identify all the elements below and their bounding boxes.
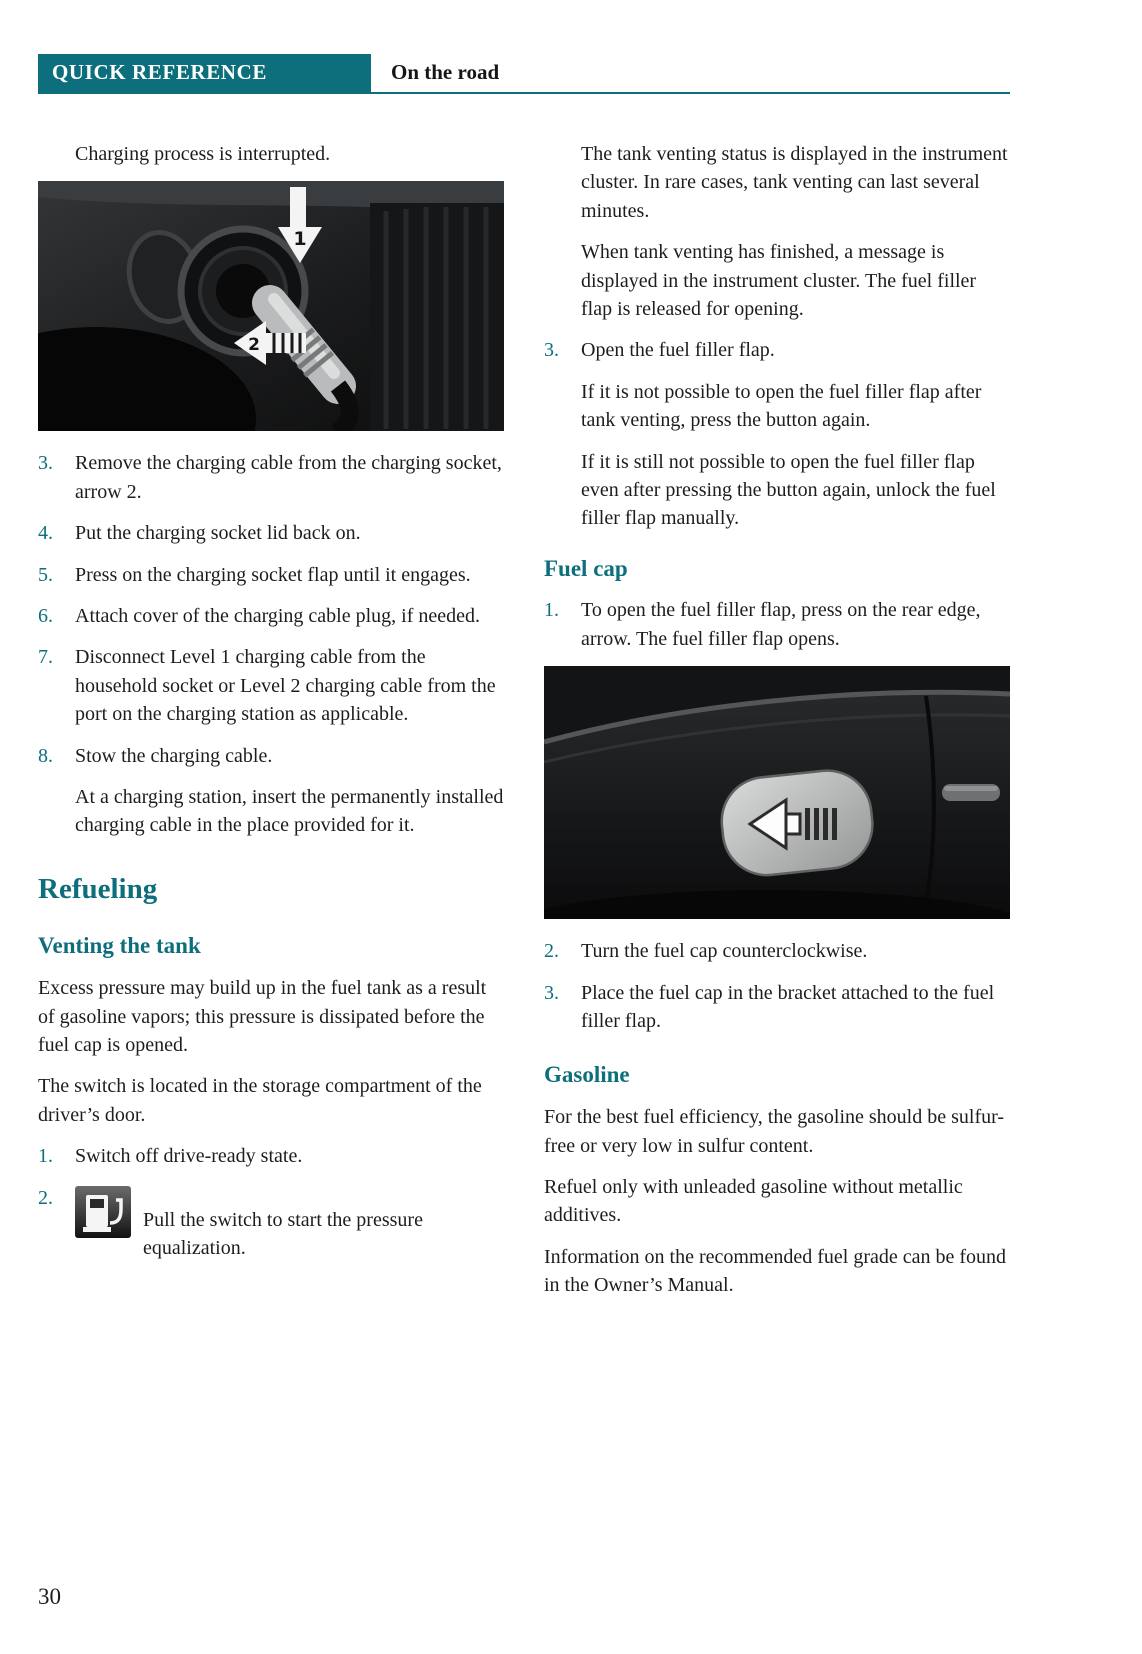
list-item [38, 519, 504, 547]
list-continuation-paragraph: If it is not possible to open the fuel filler flap after tank venting, press the button again. [581, 380, 982, 432]
page-number: 30 [38, 1584, 61, 1610]
list-item [38, 742, 504, 770]
arrow-1-label: 1 [293, 228, 307, 251]
list-item [544, 937, 1010, 965]
paragraph: Information on the recommended fuel grade can be found in the Owner’s Manual. [544, 1245, 1007, 1297]
refueling-heading: Refueling [38, 872, 158, 905]
paragraph: The tank venting status is displayed in the instrument cluster. In rare cases, tank venting can last several minutes. [581, 143, 1008, 222]
list-number: 1. [38, 1145, 53, 1168]
list-item [38, 449, 504, 506]
list-item [38, 643, 504, 728]
header-rule [38, 92, 1010, 94]
fuel-pump-icon [75, 1186, 131, 1238]
list-text: Place the fuel cap in the bracket attached to the fuel filler flap. [581, 981, 995, 1032]
charging-socket-illustration [38, 181, 504, 431]
list-text [75, 1184, 504, 1259]
list-text: Attach cover of the charging cable plug, if needed. [75, 604, 481, 627]
fuel-filler-flap-illustration [544, 666, 1010, 919]
paragraph: The switch is located in the storage compartment of the driver’s door. [38, 1075, 482, 1126]
list-number: 8. [38, 744, 53, 767]
gasoline-heading: Gasoline [544, 1062, 630, 1088]
page-content [38, 54, 1010, 1312]
list-text: Turn the fuel cap counterclockwise. [581, 940, 868, 963]
charging-socket-photo [38, 181, 504, 431]
paragraph: Excess pressure may build up in the fuel tank as a result of gasoline vapors; this pressure is dissipated before the fuel cap is opened. [38, 977, 487, 1057]
list-number: 1. [544, 599, 559, 622]
section-title: On the road [391, 60, 500, 85]
list-text: To open the fuel filler flap, press on the rear edge, arrow. The fuel filler flap opens. [581, 599, 981, 650]
list-continuation-paragraph: At a charging station, insert the permanently installed charging cable in the place provided for it. [75, 785, 504, 837]
two-column-layout [38, 140, 1010, 1312]
chapter-badge: QUICK REFERENCE [38, 54, 371, 92]
left-column [38, 140, 504, 1312]
list-text: Stow the charging cable. [75, 744, 273, 767]
list-number: 2. [38, 1186, 53, 1209]
arrow-2-label: 2 [248, 335, 260, 356]
right-column [544, 140, 1010, 1312]
door-handle-highlight [944, 786, 998, 791]
venting-heading: Venting the tank [38, 933, 201, 959]
paragraph: Refuel only with unleaded gasoline without metallic additives. [544, 1175, 963, 1227]
list-text: Switch off drive-ready state. [75, 1145, 303, 1168]
list-continuation-paragraph: If it is still not possible to open the fuel filler flap even after pressing the button again, unlock the fuel filler flap manually. [581, 450, 996, 530]
list-text: Disconnect Level 1 charging cable from the household socket or Level 2 charging cable from the port on the charging station as applicable. [75, 646, 496, 726]
paragraph: For the best fuel efficiency, the gasoline should be sulfur-free or very low in sulfur content. [544, 1106, 1005, 1157]
list-number: 3. [38, 452, 53, 475]
list-item [544, 979, 1010, 1036]
list-text: Remove the charging cable from the charging socket, arrow 2. [75, 452, 502, 503]
list-item [38, 1184, 504, 1259]
list-item [544, 596, 1010, 653]
list-item [38, 1142, 504, 1170]
list-number: 4. [38, 522, 53, 545]
page-header [38, 54, 1010, 92]
list-text: Open the fuel filler flap. [581, 339, 775, 362]
list-number: 2. [544, 940, 559, 963]
list-item [544, 336, 1010, 364]
fuel-filler-flap-photo [544, 666, 1010, 919]
list-item [38, 602, 504, 630]
list-text: Press on the charging socket flap until it engages. [75, 563, 471, 586]
fuel-cap-heading: Fuel cap [544, 555, 628, 581]
list-number: 3. [544, 981, 559, 1004]
list-number: 6. [38, 604, 53, 627]
intro-paragraph: Charging process is interrupted. [75, 143, 331, 165]
list-text: Put the charging socket lid back on. [75, 522, 361, 545]
list-number: 5. [38, 563, 53, 586]
list-item [38, 561, 504, 589]
list-text-inline: Pull the switch to start the pressure equalization. [143, 1208, 423, 1259]
paragraph: When tank venting has finished, a message is displayed in the instrument cluster. The fuel filler flap is released for opening. [581, 241, 977, 320]
list-number: 7. [38, 646, 53, 669]
list-number: 3. [544, 339, 559, 362]
